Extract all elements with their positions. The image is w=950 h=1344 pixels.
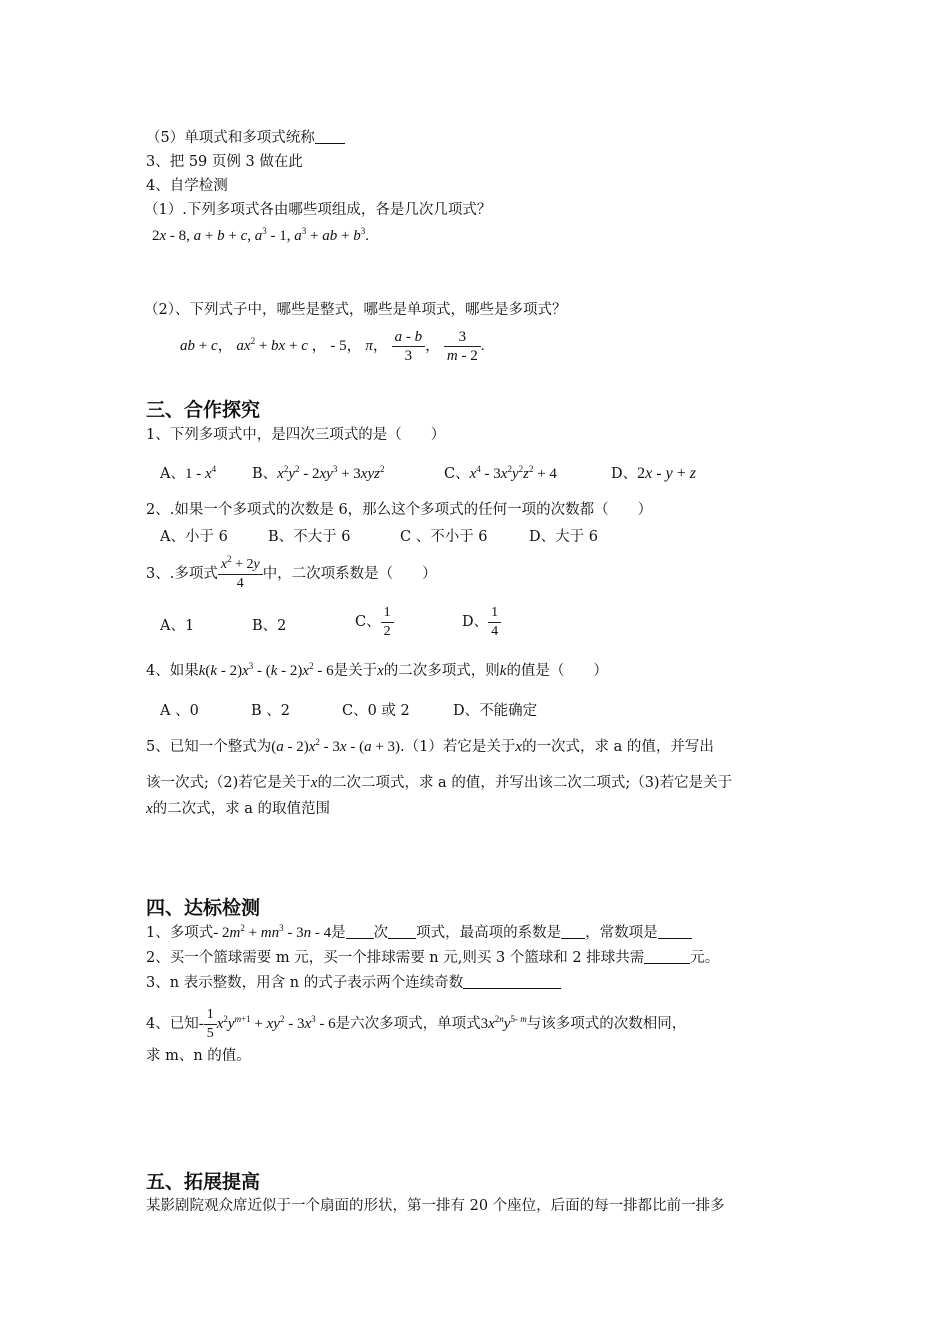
self-check-q1: （1）.下列多项式各由哪些项组成，各是几次几项式？ [144, 202, 492, 218]
s3-question-5-line1: 5、已知一个整式为$(a - 2)x^2 - 3x - (a + 3).(1)$若它是关于x的一次式，求 a 的值，并写出 [146, 737, 714, 755]
s3-q2-option-d: D、大于 6 [529, 529, 598, 545]
s3-question-5-line3: x的二次式，求 a 的取值范围 [146, 801, 331, 817]
self-check-q2: （2）、下列式子中，哪些是整式，哪些是单项式，哪些是多项式？ [144, 302, 567, 318]
s3-q2-option-a: A、小于 6 [160, 529, 228, 545]
s3-q4-option-c: C、0 或 2 [342, 703, 410, 719]
s3-q3-option-b: B、2 [252, 618, 287, 634]
s3-q2-option-b: B、不大于 6 [268, 529, 351, 545]
odd-numbers-blank [463, 974, 561, 989]
formula-expressions: ab + c， $ax^2$ + bx + c ， - 5， π， $\frac{a - b}{3}$ ， $\frac{3}{m - 2}$ . [180, 329, 485, 365]
s5-problem-text: 某影剧院观众席近似于一个扇面的形状，第一排有 20 个座位，后面的每一排都比前一排多 [146, 1198, 725, 1214]
s3-q3-option-a: A、1 [160, 618, 195, 634]
s4-question-1: 1、多项式- $2m^2 + mn^3 - 3n - 4$是 次 项式，最高项的系数是 ，常数项是 [146, 923, 692, 943]
coefficient-blank [561, 924, 585, 939]
question-5: （5）单项式和多项式统称 [146, 128, 345, 148]
s3-q4-option-a: A 、0 [160, 703, 199, 719]
item-3: 3、把 59 页例 3 做在此 [146, 154, 303, 170]
answer-blank [315, 129, 345, 144]
s3-question-2: 2、.如果一个多项式的次数是 6，那么这个多项式的任何一项的次数都（ ） [146, 502, 653, 518]
s4-question-3: 3、n 表示整数，用含 n 的式子表示两个连续奇数 [146, 973, 561, 993]
s3-q2-option-c: C 、不小于 6 [400, 529, 488, 545]
s4-question-2: 2、买一个篮球需要 m 元，买一个排球需要 n 元,则买 3 个篮球和 2 排球共需 元。 [146, 950, 720, 966]
s4-question-4: 4、已知- $\frac{1}{5}$ $x^2y^{m+1} + xy^2 - 3x^3 - 6$是六次多项式，单项式$3x^{2n}y^{5- m}$与该多项式的次数相同， [146, 1006, 687, 1041]
item-4: 4、自学检测 [146, 178, 228, 194]
s3-q1-option-a: A、$1 - x^4$ [160, 464, 217, 482]
s3-question-1: 1、下列多项式中，是四次三项式的是（ ） [146, 427, 446, 443]
s4-question-4-line2: 求 m、n 的值。 [146, 1048, 251, 1064]
formula-polynomials: 2x - 8, a + b + c, $a^3 - 1$, $a^3$ + ab + $b^3$. [152, 226, 369, 244]
s3-q3-option-d: D、 $\frac{1}{4}$ [462, 600, 501, 644]
degree-blank [346, 924, 374, 939]
section-5-title: 五、拓展提高 [146, 1171, 261, 1193]
s3-q3-option-c: C、 $\frac{1}{2}$ [355, 600, 394, 644]
s3-question-5-line2: 该一次式;（2)若它是关于x的二次二项式，求 a 的值，并写出该二次二项式;（3)若它是关于 [146, 775, 733, 791]
terms-blank [388, 924, 416, 939]
section-4-title: 四、达标检测 [146, 897, 261, 919]
s3-q1-option-d: D、2x - y + z [611, 465, 696, 482]
s3-q4-option-d: D、不能确定 [453, 703, 538, 719]
constant-blank [658, 924, 692, 939]
s3-q1-option-b: B、$x^2y^2 - 2xy^3 + 3xyz^2$ [252, 464, 385, 482]
s3-question-3: 3、.多项式 $\frac{x^2 + 2y}{4}$ 中，二次项系数是（ ） [146, 553, 437, 591]
s3-q4-option-b: B 、2 [251, 703, 290, 719]
s3-question-4: 4、如果$k(k - 2)x^3 - (k - 2)x^2 - 6$是关于x的二次多项式，则k的值是（ ） [146, 661, 608, 679]
s3-q1-option-c: C、$x^4 - 3x^2y^2z^2 + 4$ [444, 464, 557, 482]
cost-blank [644, 949, 690, 964]
section-3-title: 三、合作探究 [146, 399, 261, 421]
